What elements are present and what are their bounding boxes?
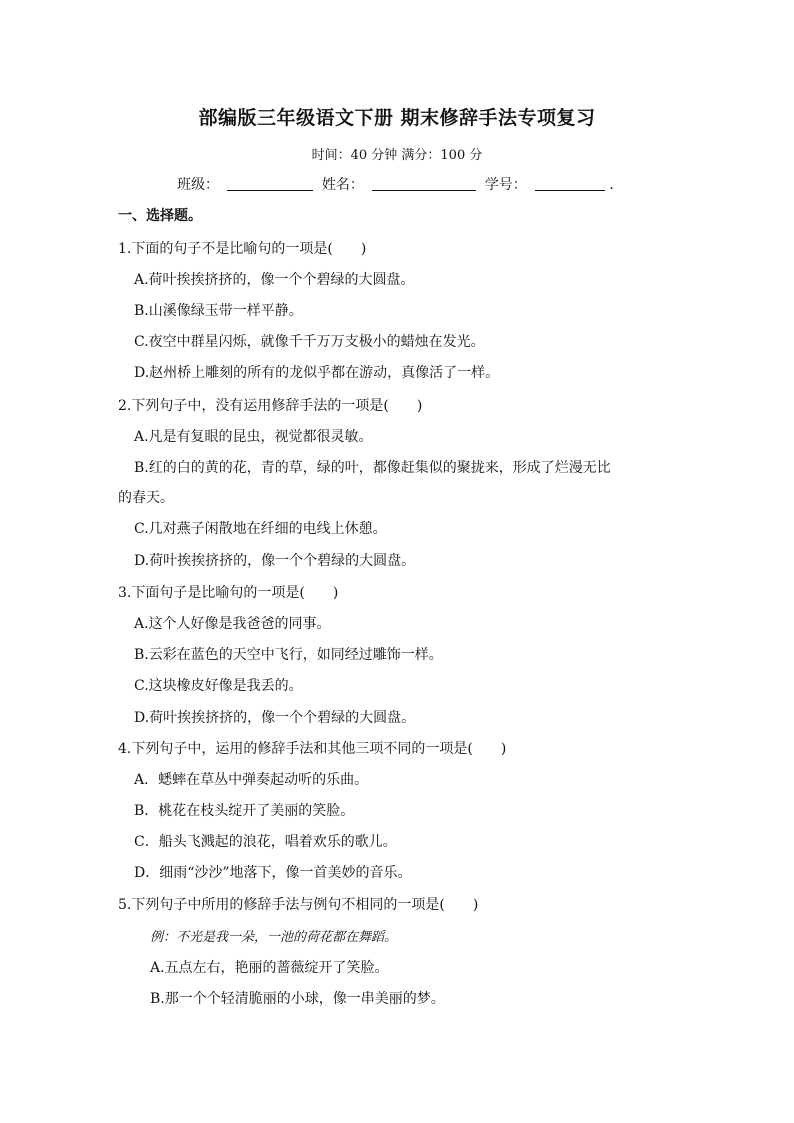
q4-option-b: B．桃花在枝头绽开了美丽的笑脸。 <box>134 803 355 819</box>
q4-option-d: D．细雨“沙沙”地落下，像一首美妙的音乐。 <box>134 865 412 881</box>
q2-option-b-continued: 的春天。 <box>118 490 174 506</box>
question-1: 1.下面的句子不是比喻句的一项是( ) <box>118 241 367 257</box>
q1-option-c: C.夜空中群星闪烁，就像千千万万支极小的蜡烛在发光。 <box>134 334 485 350</box>
q3-option-a: A.这个人好像是我爸爸的同事。 <box>134 616 331 632</box>
q1-option-a: A.荷叶挨挨挤挤的，像一个个碧绿的大圆盘。 <box>134 272 415 288</box>
question-2: 2.下列句子中，没有运用修辞手法的一项是( ) <box>118 398 423 414</box>
q2-option-b: B.红的白的黄的花，青的草，绿的叶，都像赶集似的聚拢来，形成了烂漫无比 <box>134 460 611 476</box>
info-end: . <box>609 177 614 193</box>
q1-option-b: B.山溪像绿玉带一样平静。 <box>134 303 303 319</box>
class-label: 班级： <box>177 177 219 193</box>
page-title: 部编版三年级语文下册 期末修辞手法专项复习 <box>198 107 596 129</box>
exam-meta: 时间：40 分钟 满分：100 分 <box>311 148 483 163</box>
q2-option-d: D.荷叶挨挨挤挤的，像一个个碧绿的大圆盘。 <box>134 553 416 569</box>
question-3: 3.下面句子是比喻句的一项是( ) <box>118 585 339 601</box>
q5-example: 例：不光是我一朵，一池的荷花都在舞蹈。 <box>150 930 398 945</box>
q4-option-c: C．船头飞溅起的浪花，唱着欢乐的歌儿。 <box>134 834 397 850</box>
student-info-row <box>177 174 614 194</box>
name-field[interactable] <box>372 176 476 191</box>
q5-option-a: A.五点左右，艳丽的蔷薇绽开了笑脸。 <box>150 960 389 976</box>
q3-option-d: D.荷叶挨挨挤挤的，像一个个碧绿的大圆盘。 <box>134 710 416 726</box>
q1-option-d: D.赵州桥上雕刻的所有的龙似乎都在游动，真像活了一样。 <box>134 365 500 381</box>
name-label: 姓名： <box>321 177 364 193</box>
id-label: 学号： <box>484 177 527 193</box>
question-4: 4.下列句子中，运用的修辞手法和其他三项不同的一项是( ) <box>118 741 507 757</box>
section-heading: 一、选择题。 <box>118 208 202 224</box>
q3-option-c: C.这块橡皮好像是我丢的。 <box>134 678 303 694</box>
q2-option-a: A.凡是有复眼的昆虫，视觉都很灵敏。 <box>134 429 373 445</box>
q4-option-a: A．蟋蟀在草丛中弹奏起动听的乐曲。 <box>134 772 369 788</box>
q5-option-b: B.那一个个轻清脆丽的小球，像一串美丽的梦。 <box>150 991 445 1007</box>
id-field[interactable] <box>535 176 605 191</box>
q3-option-b: B.云彩在蓝色的天空中飞行，如同经过雕饰一样。 <box>134 647 443 663</box>
question-5: 5.下列句子中所用的修辞手法与例句不相同的一项是( ) <box>118 897 479 913</box>
class-field[interactable] <box>227 176 313 191</box>
q2-option-c: C.几对燕子闲散地在纤细的电线上休憩。 <box>134 521 387 537</box>
